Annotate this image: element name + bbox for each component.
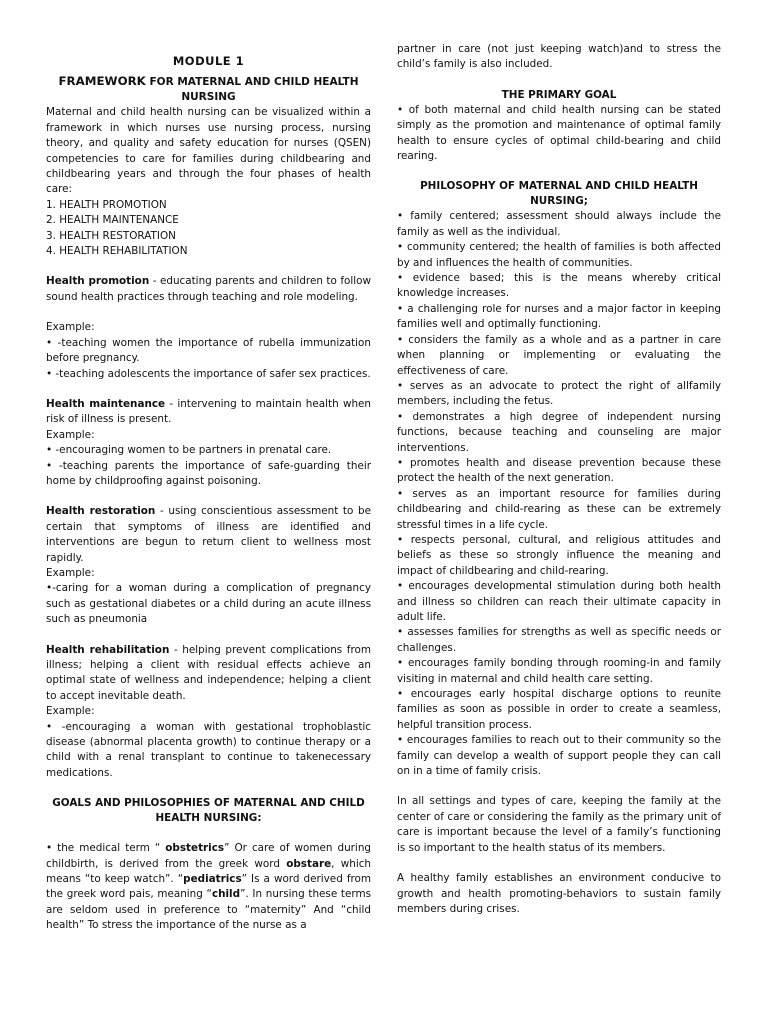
phase-item: 2. HEALTH MAINTENANCE: [46, 214, 179, 227]
left-column: [46, 0, 371, 934]
example-label: Example:: [46, 321, 95, 334]
example-label: Example:: [46, 428, 95, 441]
philosophy-item: • serves as an advocate to protect the right of allfamily members, including the fetus.: [397, 379, 721, 408]
health-promotion-term: Health promotion: [46, 275, 150, 288]
primary-goal-heading: THE PRIMARY GOAL: [501, 88, 617, 101]
philosophy-item: • assesses families for strengths as well as specific needs or challenges.: [397, 626, 721, 654]
philosophy-item: • a challenging role for nurses and a major factor in keeping families well and optimally functioning.: [397, 302, 721, 331]
module-title: MODULE 1: [172, 54, 245, 68]
example-item: • -teaching parents the importance of safe-guarding their home by childproofing against poisoning.: [46, 459, 371, 487]
health-restoration-term: Health restoration: [46, 505, 156, 518]
example-item: • -encouraging a woman with gestational trophoblastic disease (abnormal placenta growth) to continue therapy or a child with a renal transplant to continue to takenecessary medications.: [46, 720, 371, 779]
philosophy-item: • demonstrates a high degree of independent nursing functions, because teaching and counseling are major interventions.: [397, 410, 721, 454]
framework-title-first: FRAMEWORK: [58, 74, 146, 89]
phase-item: 3. HEALTH RESTORATION: [46, 229, 176, 242]
closing-paragraph: In all settings and types of care, keeping the family at the center of care or considering the family as the primary unit of care is important because the level of a family’s functioning is so important to the health status of its members.: [397, 795, 721, 854]
goals-heading: GOALS AND PHILOSOPHIES OF MATERNAL AND CHILD HEALTH NURSING:: [52, 797, 365, 825]
framework-title: [46, 74, 371, 105]
philosophy-item: • encourages early hospital discharge options to reunite families as soon as possible in order to create a seamless, helpful transition process.: [397, 688, 721, 731]
philosophy-item: • promotes health and disease prevention because these protect the health of the next generation.: [397, 456, 721, 485]
phase-item: 4. HEALTH REHABILITATION: [46, 245, 188, 258]
health-promotion-definition: Health promotion - educating parents and children to follow sound health practices through teaching and role modeling.: [46, 275, 371, 303]
health-maintenance-term: Health maintenance: [46, 397, 166, 410]
example-item: •-caring for a woman during a complication of pregnancy such as gestational diabetes or a child during an acute illness such as pneumonia: [46, 582, 371, 626]
philosophy-item: • encourages families to reach out to their community so the family can develop a wealth of support people they can call on in a time of family crisis.: [397, 734, 721, 778]
example-label: Example:: [46, 566, 95, 579]
philosophy-item: • considers the family as a whole and as a partner in care when planning or implementing or evaluating the effectiveness of care.: [397, 333, 721, 377]
philosophy-item: • community centered; the health of families is both affected by and influences the health of communities.: [397, 241, 721, 269]
philosophy-item: • serves as an important resource for families during childbearing and child-rearing as these can be extremely stressful times in a life cycle.: [397, 487, 721, 531]
framework-title-rest: FOR MATERNAL AND CHILD HEALTH NURSING: [149, 76, 359, 104]
philosophy-item: • evidence based; this is the means whereby critical knowledge increases.: [397, 272, 721, 300]
health-maintenance-definition: Health maintenance - intervening to maintain health when risk of illness is present.: [46, 397, 372, 426]
phase-item: 1. HEALTH PROMOTION: [46, 198, 167, 211]
philosophy-item: • family centered; assessment should always include the family as well as the individual.: [397, 210, 721, 238]
example-item: • -encouraging women to be partners in prenatal care.: [46, 444, 332, 457]
health-rehabilitation-term: Health rehabilitation: [46, 643, 170, 656]
philosophy-heading: PHILOSOPHY OF MATERNAL AND CHILD HEALTH NURSING;: [420, 180, 698, 208]
right-column: [397, 42, 721, 917]
intro-paragraph: Maternal and child health nursing can be visualized within a framework in which nurses use nursing process, nursing theory, and quality and safety education for nurses (QSEN) competencies to care for families during childbearing and childbearing years and through the four phases of health care:: [46, 106, 371, 196]
philosophy-item: • encourages developmental stimulation during both health and illness so children can reach their ultimate capacity in adult life.: [397, 580, 721, 623]
continuation-paragraph: partner in care (not just keeping watch)and to stress the child’s family is also included.: [397, 43, 721, 71]
example-label: Example:: [46, 705, 95, 718]
philosophy-item: • respects personal, cultural, and religious attitudes and beliefs as these so strongly influence the meaning and impact of childbearing and child-rearing.: [397, 533, 721, 577]
health-rehabilitation-definition: Health rehabilitation - helping prevent complications from illness; helping a client with residual effects achieve an optimal state of wellness and independence; helping a client to accept inevitable death.: [46, 643, 371, 702]
closing-paragraph: A healthy family establishes an environment conducive to growth and health promoting-behaviors to sustain family members during crises.: [397, 872, 721, 915]
primary-goal-text: • of both maternal and child health nursing can be stated simply as the promotion and maintenance of optimal family health to ensure cycles of optimal child-bearing and child rearing.: [397, 103, 721, 163]
goals-paragraph: • the medical term “ obstetrics” Or care of women during childbirth, is derived from the greek word obstare, which means “to keep watch”. “pediatrics” Is a word derived from the greek word pais, meaning “child”. In nursing these terms are seldom used in preference to “maternity” And “child health” To stress the importance of the nurse as a: [46, 842, 372, 932]
health-restoration-definition: Health restoration - using conscientious assessment to be certain that symptoms of illness are identified and interventions are begun to return client to wellness most rapidly.: [46, 505, 371, 564]
example-item: • -teaching women the importance of rubella immunization before pregnancy.: [46, 336, 371, 365]
philosophy-item: • encourages family bonding through rooming-in and family visiting in maternal and child health care setting.: [397, 657, 721, 685]
example-item: • -teaching adolescents the importance of safer sex practices.: [46, 367, 371, 380]
